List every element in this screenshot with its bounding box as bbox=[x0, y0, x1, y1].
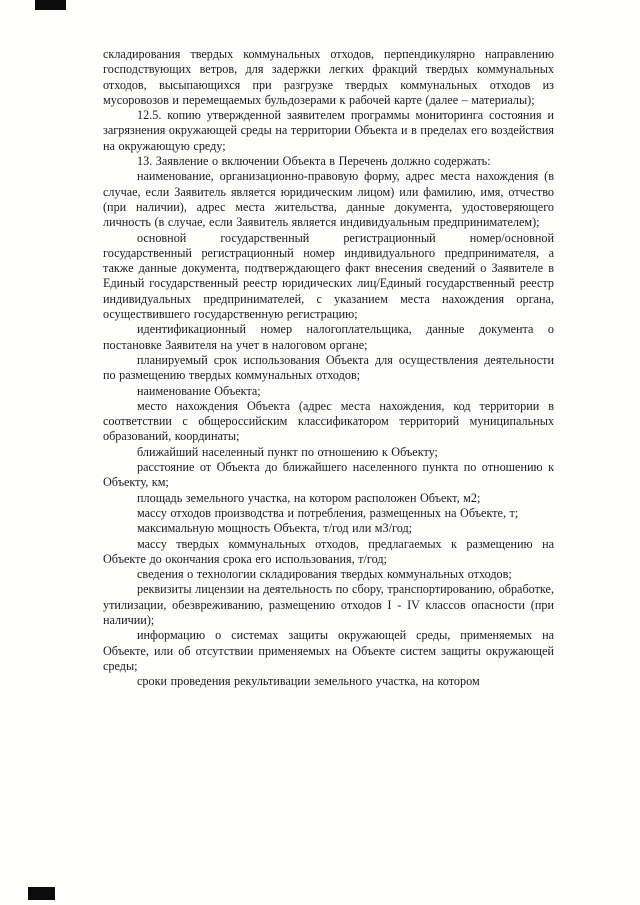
paragraph: место нахождения Объекта (адрес места нахождения, код территории в соответствии с общероссийским классификатором территорий муниципальных образований, координаты; bbox=[103, 398, 554, 444]
paragraph: основной государственный регистрационный номер/основной государственный регистрационный номер индивидуального предпринимателя, а также данные документа, подтверждающего факт внесения сведений о Заявителе в Единый государственный реестр юридических лиц/Единый государственный реестр индивидуальных предпринимателей, с указанием места нахождения органа, осуществившего государственную регистрацию; bbox=[103, 230, 554, 322]
scan-artifact-top-icon bbox=[35, 0, 66, 10]
paragraph: 12.5. копию утвержденной заявителем программы мониторинга состояния и загрязнения окружающей среды на территории Объекта и в пределах его воздействия на окружающую среду; bbox=[103, 108, 554, 153]
paragraph: массу твердых коммунальных отходов, предлагаемых к размещению на Объекте до окончания срока его использования, т/год; bbox=[103, 536, 554, 566]
paragraph: ближайший населенный пункт по отношению к Объекту; bbox=[137, 444, 438, 459]
paragraph: площадь земельного участка, на котором расположен Объект, м2; bbox=[137, 490, 481, 505]
paragraph: информацию о системах защиты окружающей среды, применяемых на Объекте, или об отсутствии применяемых на Объекте систем защиты окружающей среды; bbox=[103, 628, 554, 673]
paragraph: массу отходов производства и потребления, размещенных на Объекте, т; bbox=[137, 505, 519, 520]
paragraph: наименование Объекта; bbox=[137, 383, 261, 398]
paragraph: расстояние от Объекта до ближайшего населенного пункта по отношению к Объекту, км; bbox=[103, 460, 554, 490]
paragraph: сведения о технологии складирования твердых коммунальных отходов; bbox=[137, 567, 512, 582]
paragraph: наименование, организационно-правовую форму, адрес места нахождения (в случае, если Заявитель является юридическим лицом) или фамилию, имя, отчество (при наличии), адрес места жительства, данные документа, удостоверяющего личность (в случае, если Заявитель является индивидуальным предпринимателем); bbox=[103, 169, 554, 230]
paragraph: максимальную мощность Объекта, т/год или м3/год; bbox=[137, 521, 413, 536]
scan-artifact-bottom-icon bbox=[28, 887, 55, 900]
paragraph: сроки проведения рекультивации земельного участка, на котором bbox=[137, 674, 480, 689]
paragraph: складирования твердых коммунальных отходов, перпендикулярно направлению господствующих ветров, для задержки легких фракций твердых коммунальных отходов, высыпающихся при разгрузке твердых коммунальных отходов из мусоровозов и перемещаемых бульдозерами к рабочей карте (далее – материалы); bbox=[103, 47, 554, 107]
paragraph: идентификационный номер налогоплательщика, данные документа о постановке Заявителя на учет в налоговом органе; bbox=[103, 322, 554, 352]
paragraph: планируемый срок использования Объекта для осуществления деятельности по размещению твердых коммунальных отходов; bbox=[103, 352, 554, 383]
paragraph: 13. Заявление о включении Объекта в Перечень должно содержать: bbox=[137, 154, 491, 169]
document-text-block bbox=[103, 47, 554, 689]
paragraph: реквизиты лицензии на деятельность по сбору, транспортированию, обработке, утилизации, обезвреживанию, размещению отходов I - IV классов опасности (при наличии); bbox=[103, 582, 554, 627]
